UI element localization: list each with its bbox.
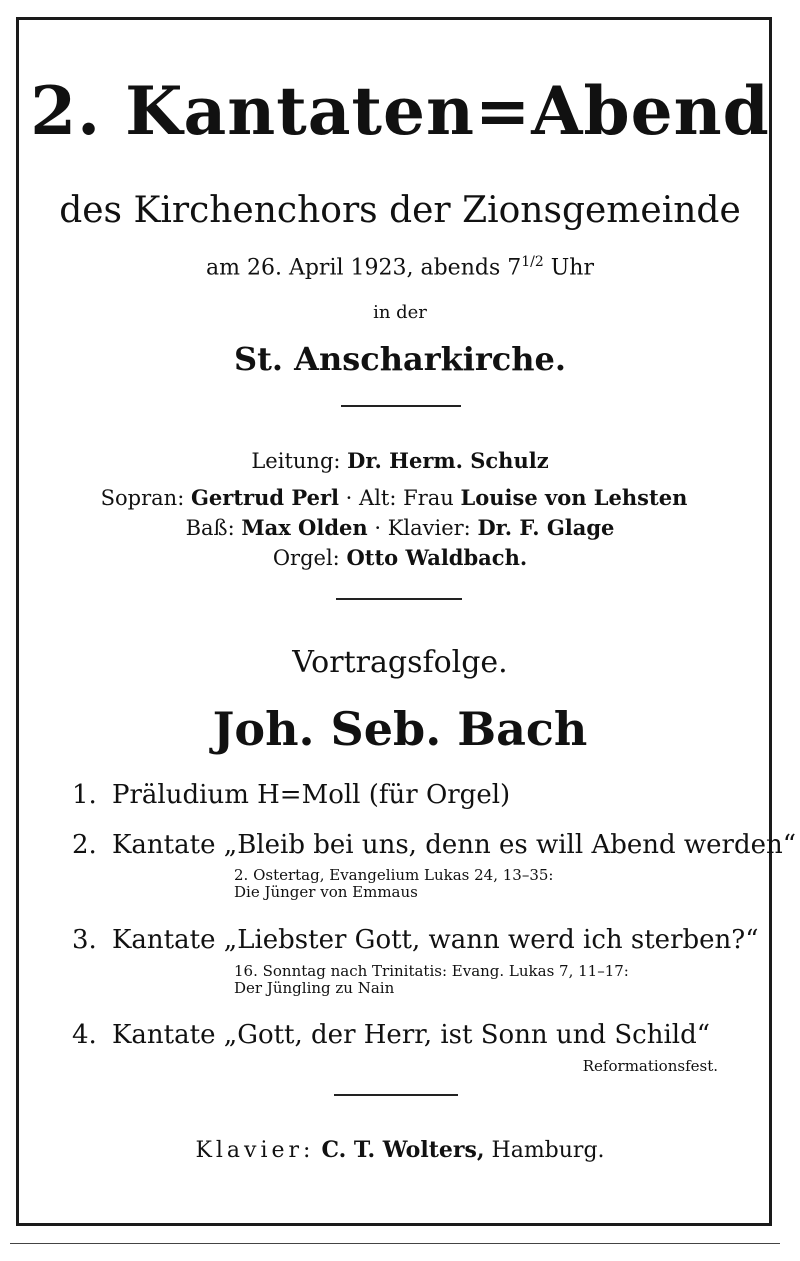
item-note: [234, 867, 553, 901]
sopran-label: Sopran:: [100, 486, 185, 510]
leitung-name: Dr. Herm. Schulz: [347, 448, 549, 473]
program-item: [72, 925, 759, 955]
note-line: 2. Ostertag, Evangelium Lukas 24, 13–35:: [234, 866, 554, 884]
item-title: Kantate „Bleib bei uns, denn es will Abend werden“: [112, 830, 797, 860]
separator: ·: [374, 516, 382, 540]
orgel-name: Otto Waldbach.: [346, 545, 528, 570]
item-number: 4.: [72, 1020, 97, 1050]
event-date: [0, 254, 800, 280]
item-title: Kantate „Liebster Gott, wann werd ich sterben?“: [112, 925, 759, 955]
alt-name: Louise von Lehsten: [460, 485, 688, 510]
program-heading: Vortragsfolge.: [292, 645, 508, 680]
location-intro: in der: [373, 302, 427, 323]
klavier-name: Dr. F. Glage: [477, 515, 615, 540]
program-item: [72, 830, 796, 860]
page-title: 2. Kantaten=Abend: [30, 72, 770, 150]
bass-name: Max Olden: [241, 515, 368, 540]
church-name: St. Anscharkirche.: [233, 340, 567, 378]
bass-label: Baß:: [185, 516, 235, 540]
note-line: Reformationsfest.: [582, 1057, 718, 1075]
divider: [341, 405, 461, 407]
date-suffix: Uhr: [543, 255, 594, 281]
alt-prefix: Frau: [403, 486, 454, 510]
divider: [334, 1094, 458, 1096]
sopran-alt-line: [0, 485, 794, 510]
item-title: Kantate „Gott, der Herr, ist Sonn und Schild“: [112, 1020, 711, 1050]
item-number: 1.: [72, 780, 97, 810]
note-line: Die Jünger von Emmaus: [234, 883, 418, 901]
klavier-label: Klavier:: [387, 516, 471, 540]
footer-label: Klavier:: [195, 1138, 315, 1163]
footer-maker: C. T. Wolters,: [321, 1137, 485, 1163]
sopran-name: Gertrud Perl: [190, 485, 339, 510]
footer: [0, 1137, 800, 1163]
date-fraction: 1/2: [521, 254, 544, 270]
orgel-label: Orgel:: [272, 546, 340, 570]
item-number: 3.: [72, 925, 97, 955]
orgel-line: [0, 545, 800, 570]
note-line: Der Jüngling zu Nain: [234, 979, 395, 997]
program-item: [72, 1020, 710, 1050]
item-number: 2.: [72, 830, 97, 860]
item-title: Präludium H=Moll (für Orgel): [112, 780, 511, 810]
item-note: [583, 1058, 718, 1075]
item-note: [234, 963, 629, 997]
leitung-line: [0, 448, 800, 473]
note-line: 16. Sonntag nach Trinitatis: Evang. Lukas 7, 11–17:: [234, 962, 629, 980]
divider: [336, 598, 462, 600]
date-prefix: am 26. April 1923, abends 7: [206, 255, 522, 281]
leitung-label: Leitung:: [251, 449, 341, 473]
alt-label: Alt:: [359, 486, 397, 510]
subtitle: des Kirchenchors der Zionsgemeinde: [59, 190, 741, 231]
bass-klavier-line: [0, 515, 800, 540]
composer: Joh. Seb. Bach: [212, 702, 588, 756]
program-item: [72, 780, 510, 810]
footer-city: Hamburg.: [491, 1138, 605, 1163]
separator: ·: [345, 486, 353, 510]
bottom-rule: [10, 1243, 780, 1244]
